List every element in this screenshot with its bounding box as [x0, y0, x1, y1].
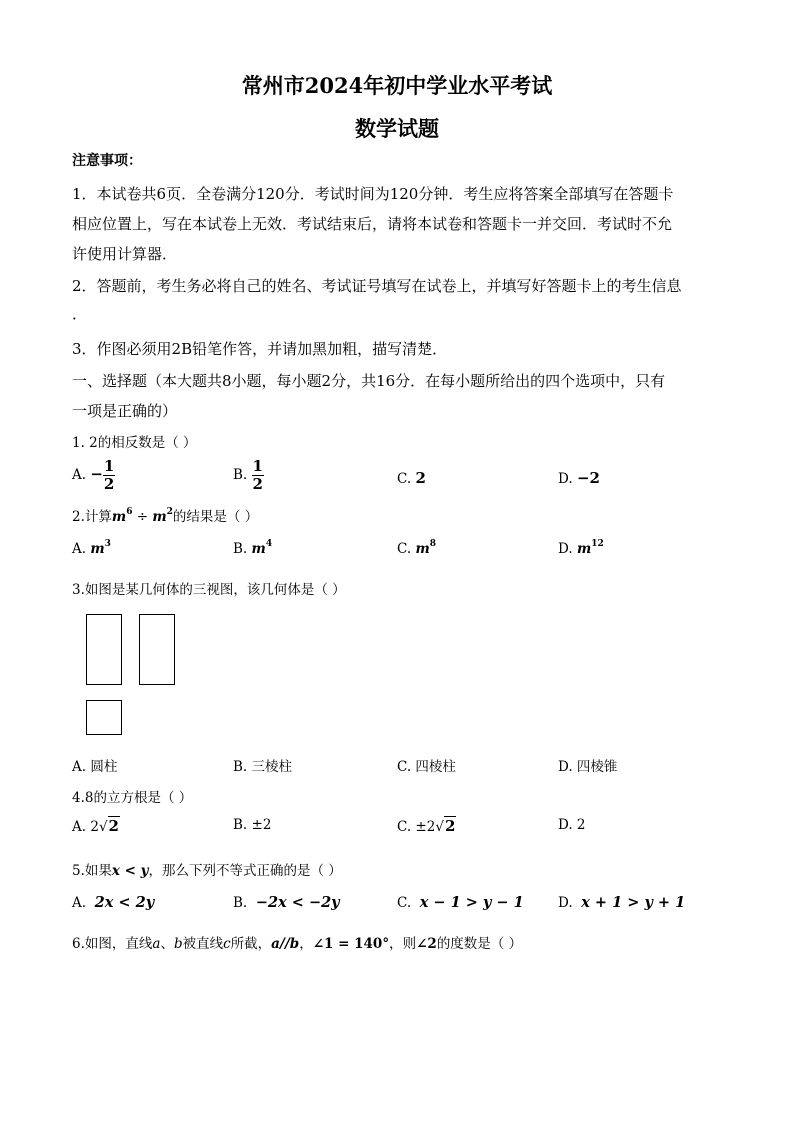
q2-c-m: m	[415, 541, 430, 557]
q2-d-m: m	[576, 541, 592, 557]
q2-c-label: C.	[397, 541, 412, 557]
notes-heading: 注意事项：	[72, 153, 142, 169]
q4-a-label: A.	[72, 819, 87, 835]
q2-b-m: m	[251, 541, 266, 557]
q5-b-label: B.	[233, 895, 248, 911]
q4-a-radicand: 2	[108, 817, 119, 835]
q4-option-a[interactable]	[72, 817, 120, 835]
q5-condition: x < y	[111, 863, 149, 879]
q1-c-value: 2	[415, 469, 426, 487]
q6-line-b: b	[173, 936, 183, 952]
q3-option-c[interactable]: C. 四棱柱	[397, 759, 456, 775]
q5-stem-post: ，那么下列不等式正确的是（ ）	[148, 863, 342, 879]
q2-option-d[interactable]	[558, 541, 604, 557]
q6-parallel: a//b	[271, 936, 300, 952]
q6-stem	[72, 932, 522, 952]
q4-option-d[interactable]: D. 2	[558, 817, 586, 833]
q4-c-label: C. ±2	[397, 819, 436, 835]
q5-option-b[interactable]	[233, 894, 340, 911]
q2-c-exp: 8	[429, 539, 436, 549]
q2-option-b[interactable]	[233, 541, 272, 557]
q1-d-value: −2	[576, 469, 600, 487]
q5-a-label: A.	[72, 895, 87, 911]
top-view-square	[86, 700, 122, 735]
q1-c-label: C.	[397, 471, 412, 487]
q1-option-a[interactable]	[72, 458, 115, 493]
q5-d-expr: x + 1 > y + 1	[581, 894, 686, 911]
q4-option-c[interactable]	[397, 817, 456, 835]
q1-a-sign: −	[90, 465, 103, 483]
q1-b-numerator: 1	[252, 457, 263, 475]
q3-option-a[interactable]: A. 圆柱	[72, 759, 118, 775]
q3-stem: 3.如图是某几何体的三视图，该几何体是（ ）	[72, 582, 346, 598]
front-view-rectangle	[86, 614, 122, 685]
q2-d-exp: 12	[591, 539, 604, 549]
q6-angle-2: ∠2	[416, 936, 437, 952]
q2-option-a[interactable]	[72, 541, 111, 557]
q5-a-expr: 2x < 2y	[94, 894, 155, 911]
q5-option-d[interactable]	[558, 894, 685, 911]
q4-option-b[interactable]: B. ±2	[233, 817, 272, 833]
q6-angle-1: ∠1 = 140°	[312, 936, 390, 952]
side-view-rectangle	[139, 614, 175, 685]
note-1-line-1: 1．本试卷共6页．全卷满分120分．考试时间为120分钟．考生应将答案全部填写在答题卡	[72, 185, 674, 203]
q4-a-sqrt: √2	[98, 817, 119, 835]
q2-a-m: m	[90, 541, 105, 557]
q6-line-c: c	[223, 936, 231, 952]
q2-stem-post: 的结果是（ ）	[172, 509, 259, 525]
section-1-line-1: 一、选择题（本大题共8小题，每小题2分，共16分．在每小题所给出的四个选项中，只有	[72, 372, 666, 390]
q6-mid3: ，则	[389, 936, 417, 952]
q6-stem-pre: 6.如图，直线	[72, 936, 153, 952]
q2-b-label: B.	[233, 541, 248, 557]
section-1-line-2: 一项是正确的）	[72, 402, 178, 420]
q2-stem	[72, 505, 258, 525]
q2-option-c[interactable]	[397, 541, 436, 557]
q1-d-label: D.	[558, 471, 573, 487]
note-2-line-1: 2．答题前，考生务必将自己的姓名、考试证号填写在试卷上，并填写好答题卡上的考生信息	[72, 277, 682, 295]
q4-c-sqrt: √2	[435, 817, 456, 835]
q2-m-2: m	[152, 509, 167, 525]
q1-option-d[interactable]	[558, 469, 600, 487]
q2-exp-2: 2	[166, 507, 173, 517]
q6-stem-post: 的度数是（ ）	[436, 936, 523, 952]
q2-b-exp: 4	[265, 539, 273, 549]
q1-b-fraction	[252, 458, 264, 493]
q5-c-expr: x − 1 > y − 1	[419, 894, 524, 911]
q5-c-label: C.	[397, 895, 412, 911]
exam-title: 常州市2024年初中学业水平考试	[241, 73, 553, 98]
note-1-line-2: 相应位置上，写在本试卷上无效．考试结束后，请将本试卷和答题卡一并交回．考试时不允	[72, 215, 673, 233]
q6-sep: 、	[160, 936, 174, 952]
q6-comma: ，	[299, 936, 313, 952]
q1-b-label: B.	[233, 467, 248, 483]
q2-exp-6: 6	[126, 507, 133, 517]
q5-b-expr: −2x < −2y	[255, 894, 340, 911]
q3-option-d[interactable]: D. 四棱锥	[558, 759, 618, 775]
q5-option-c[interactable]	[397, 894, 524, 911]
q1-a-denominator: 2	[103, 475, 115, 493]
exam-subtitle: 数学试题	[355, 116, 439, 141]
q2-a-exp: 3	[104, 539, 111, 549]
q2-a-label: A.	[72, 541, 87, 557]
q2-div: ÷	[132, 509, 153, 525]
q1-b-denominator: 2	[252, 475, 263, 493]
q6-mid2: 所截，	[230, 936, 272, 952]
note-1-line-3: 许使用计算器．	[72, 245, 178, 263]
note-2-line-2: ．	[72, 305, 88, 323]
q5-d-label: D.	[558, 895, 573, 911]
q1-stem: 1. 2的相反数是（ ）	[72, 435, 197, 451]
note-3: 3．作图必须用2B铅笔作答，并请加黑加粗，描写清楚．	[72, 340, 448, 358]
q6-line-a: a	[152, 936, 161, 952]
q4-stem: 4.8的立方根是（ ）	[72, 790, 193, 806]
q1-a-numerator: 1	[103, 457, 115, 475]
q2-stem-pre: 2.计算	[72, 509, 112, 525]
q5-option-a[interactable]	[72, 894, 154, 911]
q2-d-label: D.	[558, 541, 573, 557]
q5-stem-pre: 5.如果	[72, 863, 112, 879]
q6-mid: 被直线	[182, 936, 224, 952]
q3-option-b[interactable]: B. 三棱柱	[233, 759, 293, 775]
q4-a-coef: 2	[90, 819, 99, 835]
q1-a-fraction	[103, 458, 115, 493]
q1-option-b[interactable]	[233, 458, 264, 493]
q1-a-label: A.	[72, 467, 87, 483]
q5-stem	[72, 859, 342, 879]
q4-c-radicand: 2	[444, 817, 456, 835]
q2-m-1: m	[111, 509, 127, 525]
q1-option-c[interactable]	[397, 469, 426, 487]
